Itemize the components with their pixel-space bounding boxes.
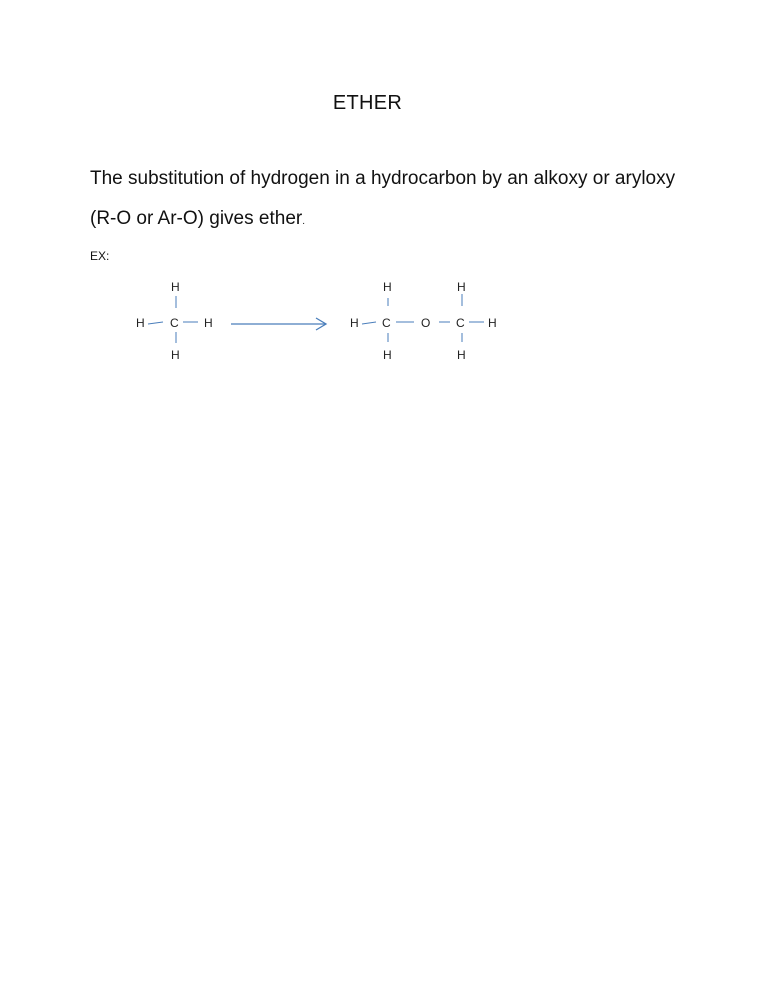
- reaction-arrow: [231, 318, 326, 330]
- product-c2-h-bottom: H: [457, 348, 466, 362]
- product-c1-h-top: H: [383, 280, 392, 294]
- reactant-bond-left: [148, 322, 163, 324]
- product-oxygen: O: [421, 316, 431, 330]
- definition-line-2-text: (R-O or Ar-O) gives ether: [90, 208, 303, 229]
- product-c1: C: [382, 316, 391, 330]
- reactant-h-bottom: H: [171, 348, 180, 362]
- definition-line-1: The substitution of hydrogen in a hydrocarbon by an alkoxy or aryloxy: [90, 168, 676, 189]
- product-c2-h-top: H: [457, 280, 466, 294]
- reactant-h-right: H: [204, 316, 213, 330]
- product-c1-h-bottom: H: [383, 348, 392, 362]
- product-h-left: H: [350, 316, 359, 330]
- example-label: EX:: [90, 249, 110, 263]
- page-title: ETHER: [332, 92, 403, 114]
- product-dimethyl-ether: [350, 280, 497, 362]
- product-c2: C: [456, 316, 465, 330]
- reactant-methane: [136, 280, 213, 362]
- product-h-right: H: [488, 316, 497, 330]
- reactant-h-top: H: [171, 280, 180, 294]
- definition-line-2-period: .: [302, 216, 305, 227]
- product-bond-h-c1: [362, 322, 376, 324]
- reaction-scheme: [0, 270, 765, 380]
- reactant-c: C: [170, 316, 179, 330]
- definition-line-2: [90, 206, 710, 235]
- reactant-h-left: H: [136, 316, 145, 330]
